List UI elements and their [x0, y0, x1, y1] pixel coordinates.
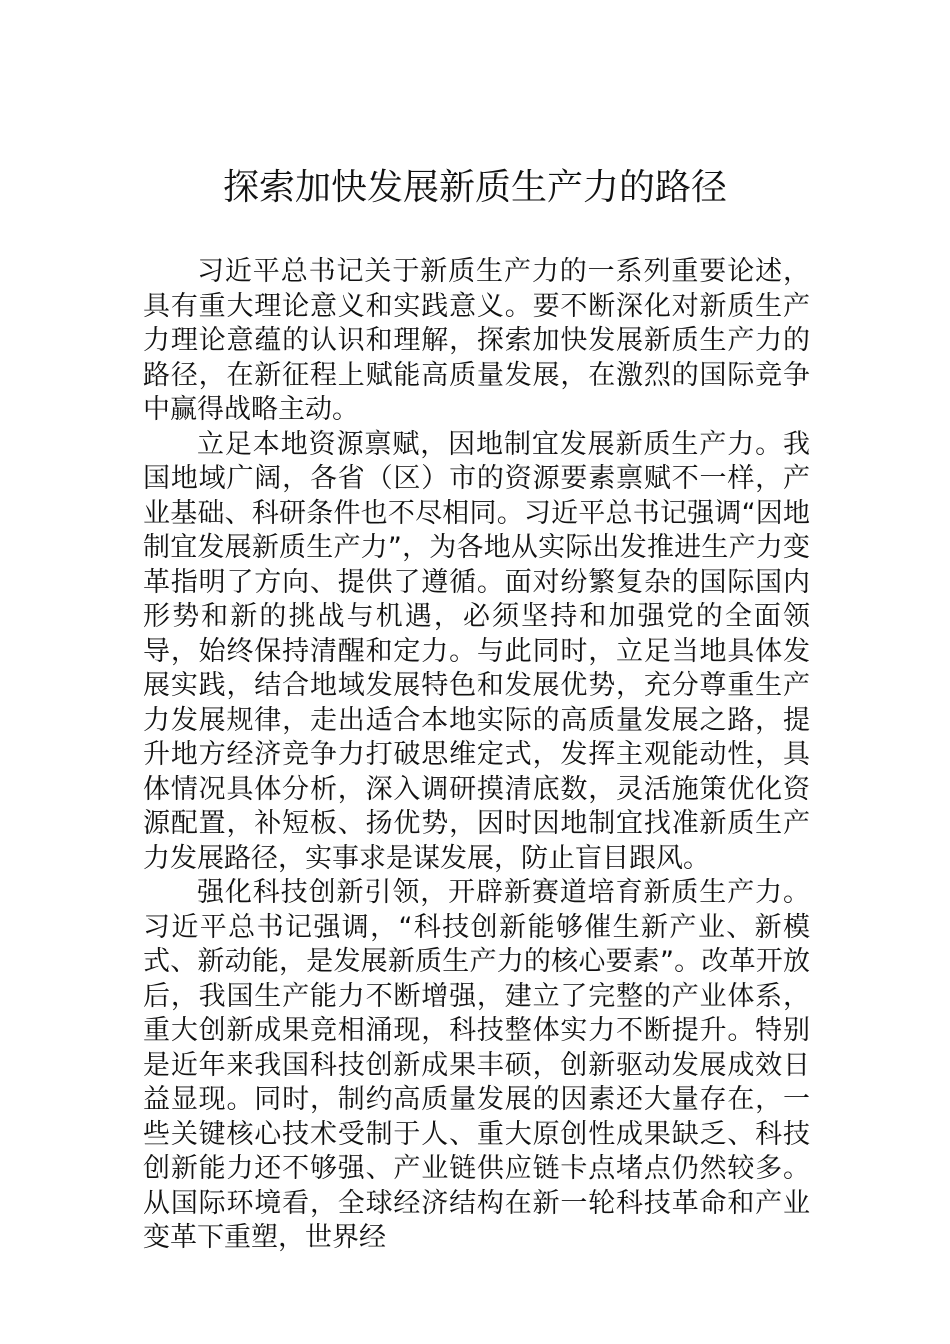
document-body: [143, 255, 810, 1256]
paragraph-3: 强化科技创新引领，开辟新赛道培育新质生产力。习近平总书记强调，“科技创新能够催生新产业、新模式、新动能，是发展新质生产力的核心要素”。改革开放后，我国生产能力不断增强，建立了完整的产业体系，重大创新成果竞相涌现，科技整体实力不断提升。特别是近年来我国科技创新成果丰硕，创新驱动发展成效日益显现。同时，制约高质量发展的因素还大量存在，一些关键核心技术受制于人、重大原创性成果缺乏、科技创新能力还不够强、产业链供应链卡点堵点仍然较多。从国际环境看，全球经济结构在新一轮科技革命和产业变革下重塑，世界经: [143, 877, 810, 1253]
paragraph-2: 立足本地资源禀赋，因地制宜发展新质生产力。我国地域广阔，各省（区）市的资源要素禀赋不一样，产业基础、科研条件也不尽相同。习近平总书记强调“因地制宜发展新质生产力”，为各地从实际出发推进生产力变革指明了方向、提供了遵循。面对纷繁复杂的国际国内形势和新的挑战与机遇，必须坚持和加强党的全面领导，始终保持清醒和定力。与此同时，立足当地具体发展实践，结合地域发展特色和发展优势，充分尊重生产力发展规律，走出适合本地实际的高质量发展之路，提升地方经济竞争力打破思维定式，发挥主观能动性，具体情况具体分析，深入调研摸清底数，灵活施策优化资源配置，补短板、扬优势，因时因地制宜找准新质生产力发展路径，实事求是谋发展，防止盲目跟风。: [143, 428, 810, 874]
paragraph-1: 习近平总书记关于新质生产力的一系列重要论述，具有重大理论意义和实践意义。要不断深化对新质生产力理论意蕴的认识和理解，探索加快发展新质生产力的路径，在新征程上赋能高质量发展，在激烈的国际竞争中赢得战略主动。: [143, 256, 810, 425]
document-title: 探索加快发展新质生产力的路径: [222, 167, 727, 208]
